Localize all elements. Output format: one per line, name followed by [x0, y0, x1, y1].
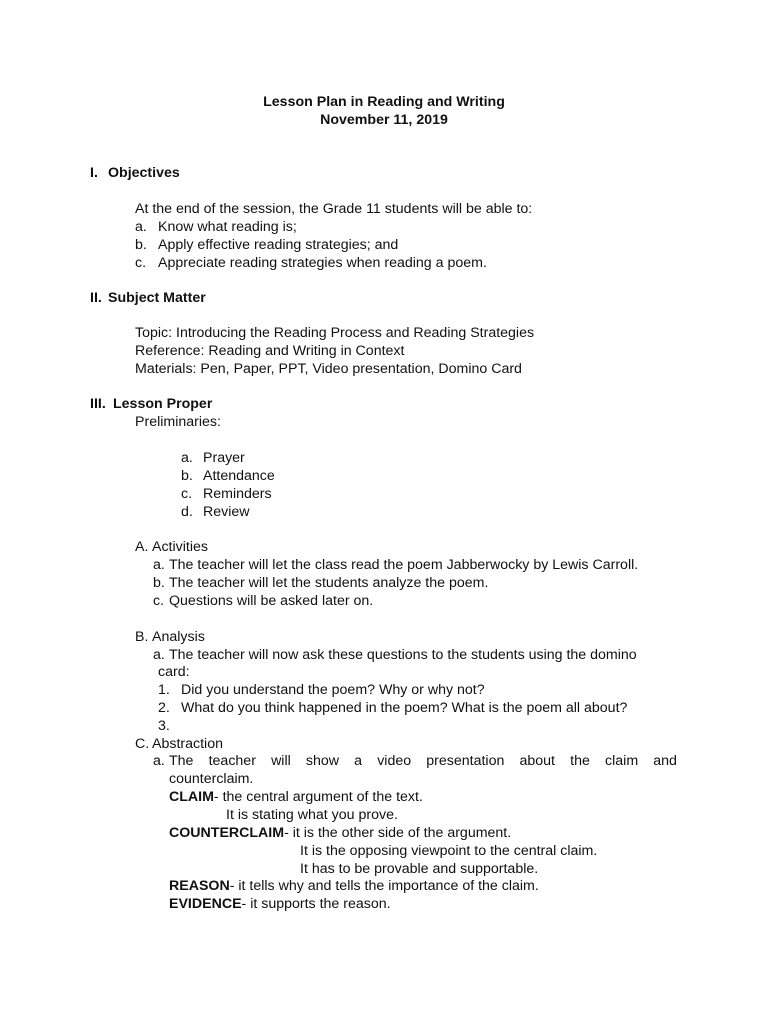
subsection-label: Analysis	[152, 629, 205, 645]
analysis-item	[153, 646, 637, 664]
question-item	[158, 681, 485, 699]
list-item-text: Review	[203, 504, 250, 520]
term-definition: - it supports the reason.	[241, 896, 391, 912]
word: video	[377, 753, 412, 769]
list-item-text: The teacher will let the students analyze the poem.	[169, 575, 489, 591]
term-definition: - it tells why and tells the importance of the claim.	[229, 878, 539, 894]
term-counterclaim-detail: It is the opposing viewpoint to the central claim.	[300, 843, 598, 859]
list-marker: a.	[153, 753, 165, 769]
list-item-text: Attendance	[203, 468, 275, 484]
list-marker: a.	[153, 557, 165, 573]
term-label: REASON	[169, 878, 230, 894]
section-numeral: I.	[90, 165, 98, 181]
list-item-text: Questions will be asked later on.	[169, 593, 374, 609]
subject-materials: Materials: Pen, Paper, PPT, Video presentation, Domino Card	[135, 361, 522, 377]
subsection-label: Activities	[152, 539, 208, 555]
term-definition: - the central argument of the text.	[213, 789, 423, 805]
list-item-text: Reminders	[203, 486, 272, 502]
preliminary-item	[181, 485, 272, 503]
preliminaries-label: Preliminaries:	[135, 414, 221, 430]
preliminary-item	[181, 503, 250, 521]
term-label: CLAIM	[169, 789, 214, 805]
subsection-activities	[135, 538, 208, 556]
word: teacher	[208, 753, 256, 769]
objective-item	[135, 236, 399, 254]
list-marker: c.	[153, 593, 165, 609]
list-marker: b.	[135, 237, 147, 253]
subsection-label: Abstraction	[152, 736, 223, 752]
subsection-analysis	[135, 628, 205, 646]
list-marker: 3.	[158, 718, 170, 734]
word: the	[570, 753, 590, 769]
objective-item	[135, 218, 297, 236]
section-numeral: III.	[90, 396, 106, 412]
section-heading-lesson-proper	[90, 395, 213, 413]
abstraction-item-continued: counterclaim.	[169, 771, 254, 787]
section-heading-subject-matter	[90, 289, 206, 307]
list-marker: a.	[153, 647, 165, 663]
list-item-text: Know what reading is;	[158, 219, 297, 235]
analysis-item-continued: card:	[158, 664, 190, 680]
objective-item	[135, 254, 487, 272]
list-marker: b.	[181, 468, 193, 484]
list-item-text: Did you understand the poem? Why or why not?	[181, 682, 485, 698]
activity-item	[153, 574, 489, 592]
activity-item	[153, 556, 639, 574]
term-evidence	[169, 895, 391, 913]
list-marker: A.	[135, 539, 149, 555]
section-title: Objectives	[108, 165, 180, 181]
term-claim-detail: It is stating what you prove.	[226, 807, 398, 823]
list-item-text: The teacher will now ask these questions to the students using the domino	[169, 647, 637, 663]
section-title: Lesson Proper	[113, 396, 213, 412]
abstraction-item	[153, 752, 677, 770]
term-definition: - it is the other side of the argument.	[284, 825, 512, 841]
list-item-text: What do you think happened in the poem? What is the poem all about?	[181, 700, 628, 716]
list-marker: d.	[181, 504, 193, 520]
activity-item	[153, 592, 374, 610]
term-label: COUNTERCLAIM	[169, 825, 285, 841]
list-marker: c.	[135, 255, 147, 271]
word: presentation	[426, 753, 505, 769]
list-marker: b.	[153, 575, 165, 591]
list-marker: B.	[135, 629, 149, 645]
list-item-text: The teacher will let the class read the poem Jabberwocky by Lewis Carroll.	[169, 557, 639, 573]
document-date: November 11, 2019	[320, 112, 448, 128]
list-marker: a.	[135, 219, 147, 235]
section-heading-objectives	[90, 164, 180, 182]
term-label: EVIDENCE	[169, 896, 242, 912]
word: and	[653, 753, 677, 769]
term-reason	[169, 877, 539, 895]
subsection-abstraction	[135, 735, 223, 753]
preliminary-item	[181, 449, 245, 467]
list-marker: c.	[181, 486, 193, 502]
word: The	[169, 753, 194, 769]
question-item	[158, 717, 170, 735]
term-counterclaim	[169, 824, 511, 842]
word: a	[354, 753, 363, 769]
list-item-text	[169, 752, 677, 770]
list-marker: 2.	[158, 700, 170, 716]
subject-reference: Reference: Reading and Writing in Context	[135, 343, 405, 359]
document-title: Lesson Plan in Reading and Writing	[263, 94, 505, 110]
list-marker: a.	[181, 450, 193, 466]
term-counterclaim-detail: It has to be provable and supportable.	[300, 861, 539, 877]
list-item-text: Appreciate reading strategies when reading a poem.	[158, 255, 487, 271]
list-marker: C.	[135, 736, 150, 752]
word: show	[305, 753, 340, 769]
section-numeral: II.	[90, 290, 102, 306]
section-title: Subject Matter	[108, 290, 206, 306]
list-marker: 1.	[158, 682, 170, 698]
objectives-intro: At the end of the session, the Grade 11 students will be able to:	[135, 201, 533, 217]
list-item-text: Apply effective reading strategies; and	[158, 237, 399, 253]
word: will	[271, 753, 291, 769]
question-item	[158, 699, 628, 717]
word: claim	[605, 753, 639, 769]
word: about	[519, 753, 556, 769]
list-item-text: Prayer	[203, 450, 245, 466]
preliminary-item	[181, 467, 275, 485]
subject-topic: Topic: Introducing the Reading Process and Reading Strategies	[135, 325, 535, 341]
term-claim	[169, 788, 423, 806]
